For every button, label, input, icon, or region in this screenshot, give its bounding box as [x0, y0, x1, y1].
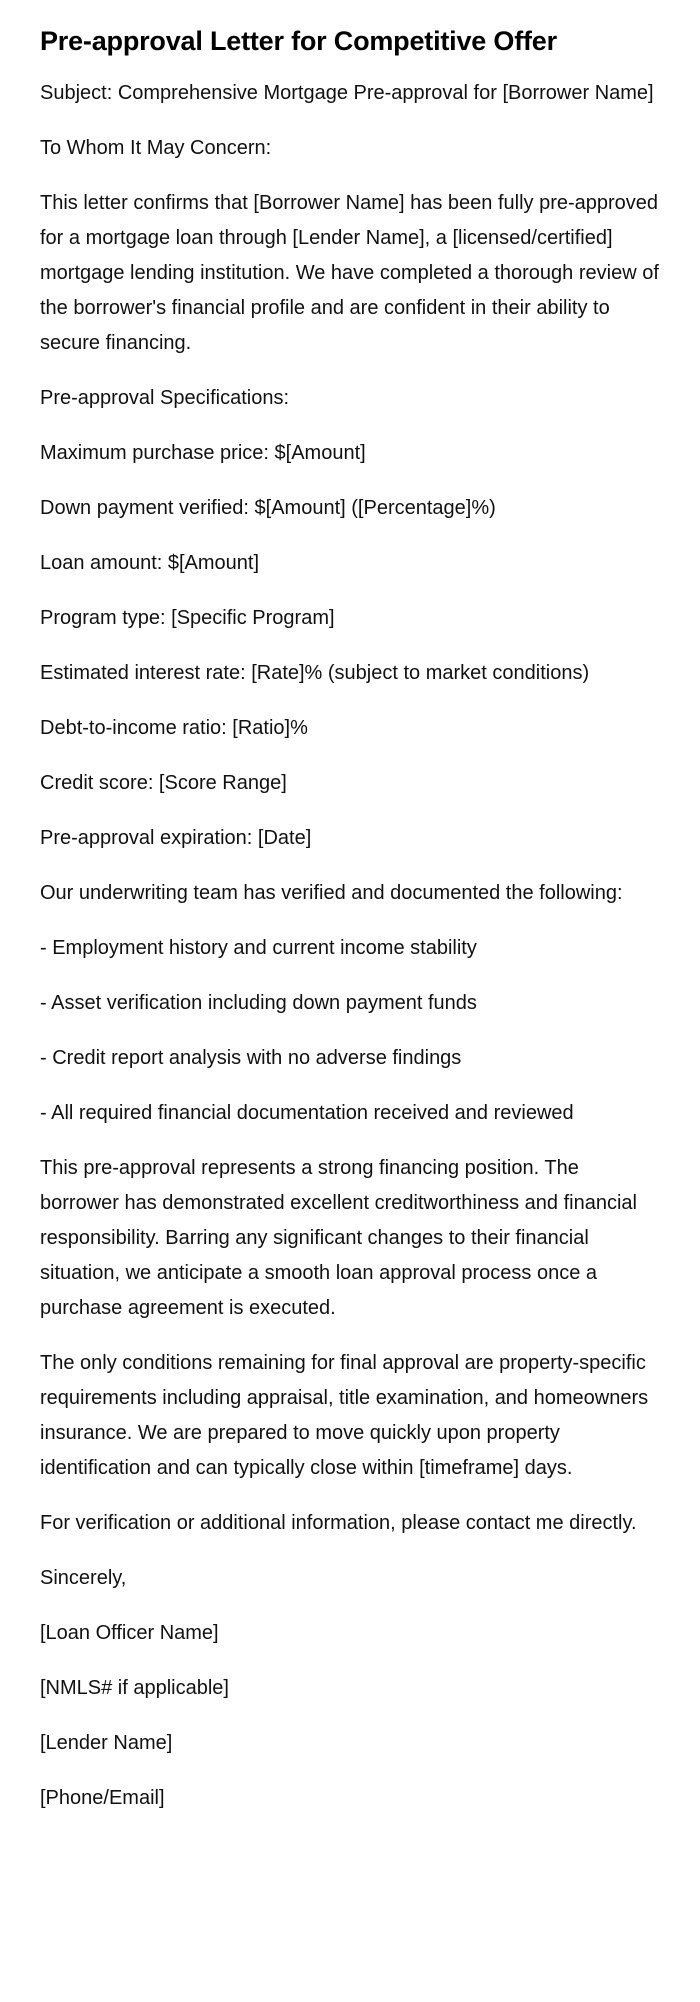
spec-item: Pre-approval expiration: [Date]	[40, 827, 312, 849]
specs-heading: Pre-approval Specifications:	[40, 387, 290, 409]
verify-item: - Employment history and current income stability	[40, 937, 477, 959]
verify-item: - Asset verification including down payment funds	[40, 992, 477, 1014]
verify-heading: Our underwriting team has verified and documented the following:	[40, 882, 623, 904]
intro-paragraph: This letter confirms that [Borrower Name] has been fully pre-approved for a mortgage loan through [Lender Name], a [licensed/certified] mortgage lending institution. We have completed a thorough review of the borrower's financial profile and are confident in their ability to secure financing.	[40, 192, 659, 354]
spec-item: Credit score: [Score Range]	[40, 772, 287, 794]
conditions-paragraph: The only conditions remaining for final approval are property-specific requirements including appraisal, title examination, and homeowners insurance. We are prepared to move quickly upon property identification and can typically close within [timeframe] days.	[40, 1352, 649, 1479]
spec-item: Debt-to-income ratio: [Ratio]%	[40, 717, 308, 739]
spec-item: Estimated interest rate: [Rate]% (subject to market conditions)	[40, 662, 590, 684]
specs-list	[40, 436, 660, 856]
position-paragraph: This pre-approval represents a strong financing position. The borrower has demonstrated excellent creditworthiness and financial responsibility. Barring any significant changes to their financial situation, we anticipate a smooth loan approval process once a purchase agreement is executed.	[40, 1157, 637, 1319]
signature-line: [Phone/Email]	[40, 1787, 165, 1809]
signature-block	[40, 1616, 660, 1816]
verify-item: - Credit report analysis with no adverse findings	[40, 1047, 462, 1069]
signature-line: [NMLS# if applicable]	[40, 1677, 229, 1699]
subject-line: Subject: Comprehensive Mortgage Pre-approval for [Borrower Name]	[40, 82, 654, 104]
salutation: To Whom It May Concern:	[40, 137, 272, 159]
signature-line: [Loan Officer Name]	[40, 1622, 219, 1644]
spec-item: Loan amount: $[Amount]	[40, 552, 260, 574]
verify-item: - All required financial documentation received and reviewed	[40, 1102, 574, 1124]
spec-item: Program type: [Specific Program]	[40, 607, 335, 629]
verify-list	[40, 931, 660, 1131]
closing: Sincerely,	[40, 1567, 127, 1589]
spec-item: Down payment verified: $[Amount] ([Percentage]%)	[40, 497, 496, 519]
contact-paragraph: For verification or additional information, please contact me directly.	[40, 1512, 637, 1534]
letter-title: Pre-approval Letter for Competitive Offer	[40, 26, 557, 56]
signature-line: [Lender Name]	[40, 1732, 173, 1754]
spec-item: Maximum purchase price: $[Amount]	[40, 442, 366, 464]
